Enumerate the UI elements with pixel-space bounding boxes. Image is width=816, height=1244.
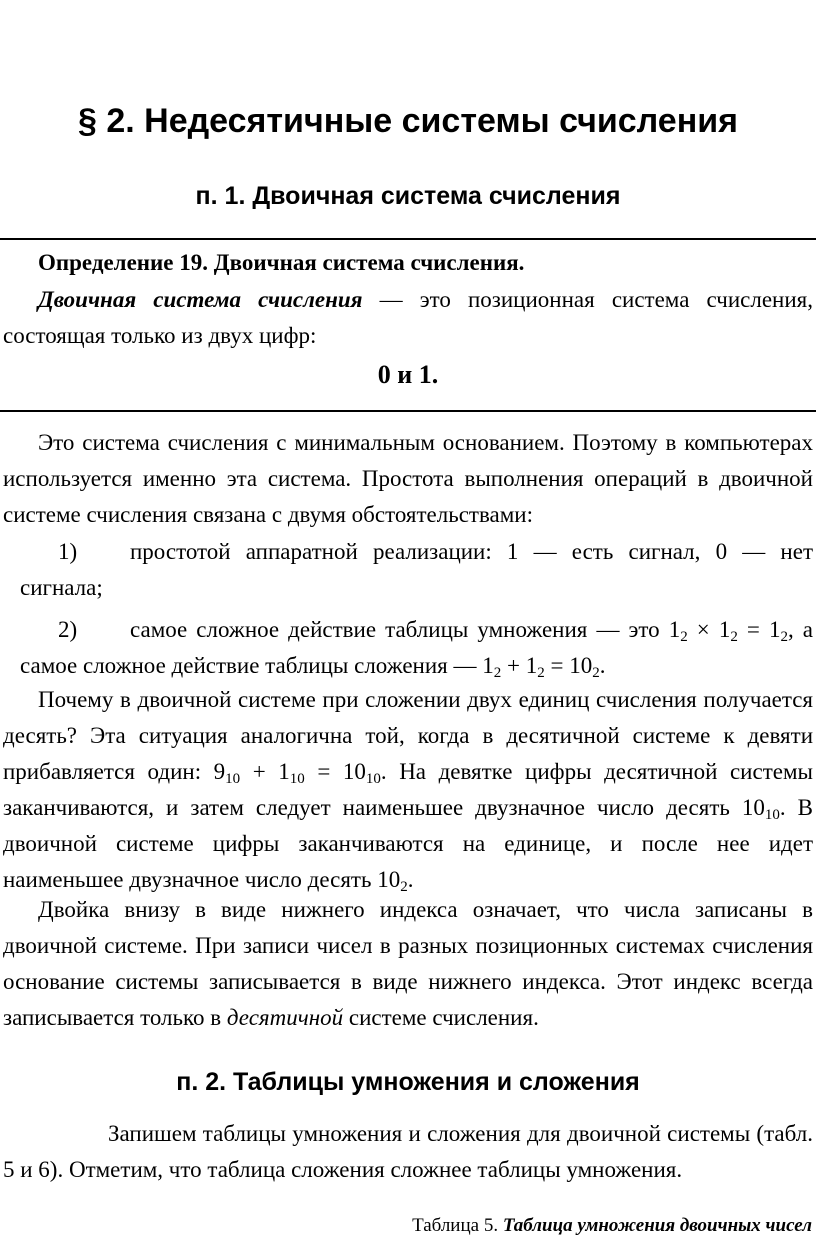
list-item-1: 1) простотой аппаратной реализации: 1 — есть сигнал, 0 — нет сигнала; bbox=[20, 539, 813, 600]
section-title: § 2. Недесятичные системы счисления bbox=[77, 102, 738, 140]
paragraph-subscript: Двойка внизу в виде нижнего индекса означает, что числа записаны в двоичной системе. При записи чисел в разных позиционных системах счисления основание системы записывается в виде нижнего индекса. Этот индекс всегда записывается только в десятичной системе счисления. bbox=[3, 897, 813, 1030]
list-item-2: 2) самое сложное действие таблицы умножения — это $1_2 \times 1_2 = 1_2$, а самое сложное действие таблицы сложения — $1_2 + 1_2 = 10_2$. bbox=[20, 617, 813, 681]
table-caption: Таблица 5. Таблица умножения двоичных чисел bbox=[412, 1215, 812, 1236]
subsection-title-binary: п. 1. Двоичная система счисления bbox=[195, 182, 621, 210]
definition-term: Двоичная система счисления bbox=[38, 287, 363, 312]
definition-bottom-rule bbox=[0, 410, 816, 412]
paragraph-intro: Это система счисления с минимальным основанием. Поэтому в компьютерах используется именно эта система. Простота выполнения операций в двоичной системе счисления связана с двумя обстоятельствами: bbox=[3, 430, 813, 527]
paragraph-why-ten: Почему в двоичной системе при сложении двух единиц счисления получается десять? Эта ситуация аналогична той, когда в десятичной системе к девяти прибавляется один: $9_{10} + 1_{10} = 10_{10}$. На девятке цифры десятичной системы заканчиваются, и затем следует наименьшее двузначное число десять $10_{10}$. В двоичной системе цифры заканчиваются на единице, и после нее идет наименьшее двузначное число десять $10_2$. bbox=[3, 687, 814, 895]
subsection-title-tables: п. 2. Таблицы умножения и сложения bbox=[176, 1068, 640, 1096]
paragraph-tables: Запишем таблицы умножения и сложения для двоичной системы (табл. 5 и 6). Отметим, что таблица сложения сложнее таблицы умножения. bbox=[3, 1121, 813, 1182]
definition-heading: Определение 19. Двоичная система счисления. bbox=[38, 250, 525, 275]
definition-text: Двоичная система счисления — это позиционная система счисления, состоящая только из двух цифр: bbox=[3, 287, 813, 348]
definition-digits: 0 и 1. bbox=[377, 360, 439, 389]
definition-top-rule bbox=[0, 238, 816, 240]
